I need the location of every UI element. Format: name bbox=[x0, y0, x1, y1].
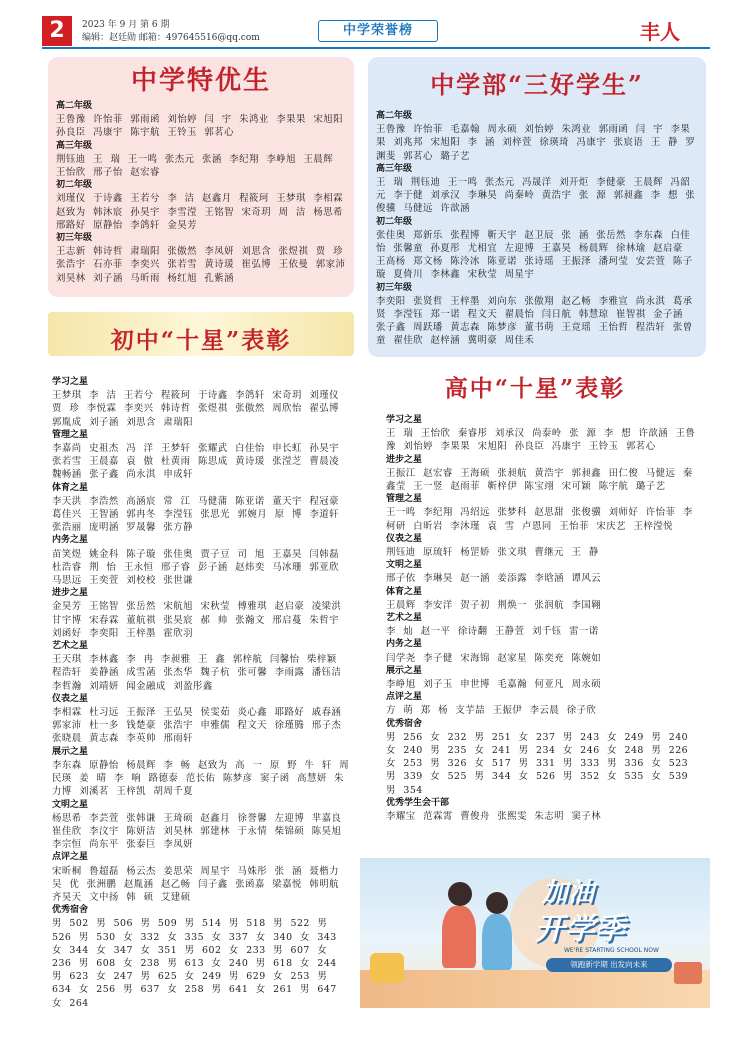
student-head bbox=[448, 882, 472, 906]
award-label: 优秀宿舍 bbox=[386, 718, 423, 729]
name-list: 杨思希 李芸萱 张韩谦 王琦硕 赵鑫月 徐誉馨 左迎博 芈嘉良 崔佳欣 李汶宇 陈妍洁 刘昊林 郭建林 于永情 柴锦硕 陈昊旭 李宗恒 尚东平 张泰巨 李凤妍 bbox=[52, 812, 342, 851]
junior-stars-list bbox=[52, 376, 352, 1010]
name-list: 李嘉尚 史祖杰 冯 洋 王梦轩 张耀武 白佳怡 申长虹 孙昊宇 张若雪 王晨嘉 袁 傲 杜黄雨 陈思成 黄诗瑗 张滢芝 曹晨凌 魏畅涵 张子鑫 尚永淇 申成轩 bbox=[52, 443, 339, 481]
award-label: 管理之星 bbox=[386, 494, 423, 505]
award-label: 艺术之星 bbox=[52, 641, 89, 652]
name-list: 李东森 原静怡 杨晨辉 李 畅 赵致为 高 一 原 野 牛 轩 周民瑛 姜 晴 李 响 路德泰 范长佑 陈梦彦 窦子函 高慧妍 朱力博 刘溪茗 王梓凯 胡周千夏 bbox=[52, 759, 350, 798]
name-list: 苗笑煜 姚金科 陈子璇 张佳奥 贾子豆 司 旭 王嘉昊 闫韩磊 杜浩睿 荆 怡 王永恒 邢子睿 彭子涵 赵炜奕 马冰珊 郭亚欣 马思远 王奕萱 刘校校 张世谦 bbox=[52, 548, 339, 587]
senior-stars-list bbox=[386, 414, 696, 823]
banner-slogan: 领跑新学期 出发向未来 bbox=[546, 958, 672, 972]
editor-info: 编辑：赵廷勋 邮箱：497645516@qq.com bbox=[82, 33, 260, 43]
name-list: 王振江 赵宏睿 王海硕 张昶航 黄浩宇 郭昶鑫 田仁俊 马健远 秦鑫莹 王一竖 赵雨菲 靳梓伊 陈宝翊 宋可颖 陈宇航 璐子艺 bbox=[386, 467, 693, 493]
award-label: 艺术之星 bbox=[386, 613, 423, 624]
name-list: 王一鸣 李纪翔 冯绍远 张梦科 赵思甜 张俊骥 刘师好 许怡菲 李柯研 白昕岩 李沐瑾 袁 雪 卢恩同 王怡菲 宋庆艺 王梓滢悦 bbox=[386, 507, 693, 532]
name-list: 李耀宝 范霖霄 曹俊舟 张熙雯 朱志明 窦子林 bbox=[386, 811, 602, 823]
award-label: 学习之星 bbox=[386, 415, 423, 425]
three-good-title: 中学部“三好学生” bbox=[430, 70, 644, 99]
award-label: 点评之星 bbox=[386, 692, 423, 703]
name-list: 李天洪 李浩然 高涵宸 常 江 马健蒲 陈亚诺 董天宇 程冠豪 葛佳兴 王智涵 郭冉冬 李滢钰 张思光 郭婉月 原 博 李道轩 张浩丽 庞明涵 罗晟馨 张方静 bbox=[52, 495, 339, 534]
issue-date: 2023 年 9 月 第 6 期 bbox=[82, 20, 170, 30]
award-label: 文明之星 bbox=[52, 799, 89, 810]
name-list: 宋昕桐 鲁超磊 杨云杰 姜思荣 周星宇 马姝彤 张 涵 聂楷力 吴 优 张洲鹏 赵胤涵 赵乙畅 闫子鑫 张函嘉 梁嘉悦 韩明航 齐昊天 文中扬 韩 硕 艾建硕 bbox=[52, 865, 339, 903]
ground-shape bbox=[360, 970, 710, 1008]
award-label: 仪表之星 bbox=[386, 533, 423, 544]
dorm-list: 男 256 女 232 男 251 女 237 男 243 女 249 男 240 女 240 男 235 女 241 男 234 女 246 女 248 男 226 女 253 男 326 女 517 男 331 男 333 男 336 女 523 男 339 女 525 男 344 女 526 男 352 女 535 女 539 男 354 bbox=[386, 731, 689, 796]
award-label: 内务之星 bbox=[386, 639, 423, 650]
grade-label: 初二年级 bbox=[376, 216, 413, 227]
name-list: 张佳奥 郑新乐 张程博 靳天宇 赵卫辰 张 涵 张岳然 李东森 白佳怡 张馨童 孙夏彤 尤相宜 左迎博 王嘉昊 杨晨辉 徐林瑜 赵启豪 王高杨 郑文杨 陈泠冰 陈亚诺 张诗瑶 王振泽 潘珂莹 安芸萱 陈子璇 夏倚川 李林鑫 宋秋莹 周星宇 bbox=[376, 229, 693, 281]
grade-label: 高三年级 bbox=[376, 163, 413, 174]
grade-label: 初三年级 bbox=[376, 282, 413, 293]
name-list: 李 灿 赵一平 徐诗翻 王静萱 刘千钰 雷一诺 bbox=[386, 626, 599, 638]
name-list: 李峥旭 刘子玉 申世博 毛嘉瀚 何亚凡 周永硕 bbox=[386, 679, 602, 691]
name-list: 李相霖 杜习远 王振泽 王弘昊 侯雯茹 炎心鑫 耶路好 戚春涵 郭家沛 杜一多 钱楚豪 张浩宇 申雅儒 程文天 徐瑾腾 邢子杰 张晓晨 黄志森 李英帅 邢雨轩 bbox=[52, 707, 342, 745]
award-label: 管理之星 bbox=[52, 429, 89, 440]
page-number: 2 bbox=[42, 16, 72, 46]
grade-label: 初三年级 bbox=[56, 233, 93, 244]
name-list: 王鲁豫 许怡菲 郭雨函 刘怡婷 闫 宇 朱鸿业 李果果 宋旭阳 孙良臣 冯康宇 陈宇航 王铃玉 郭茗心 bbox=[56, 114, 343, 139]
dorm-list: 男 502 男 506 男 509 男 514 男 518 男 522 男 526 男 530 女 332 女 335 女 337 女 340 女 343 女 344 女 347 女 351 男 602 女 233 男 607 女 236 男 608 女 238 男 613 女 240 男 618 女 244 男 623 女 247 男 625 女 249 男 629 女 253 男 634 女 256 男 637 女 258 男 641 女 261 男 647 女 264 bbox=[52, 918, 337, 1009]
book-icon bbox=[674, 962, 702, 984]
name-list: 刘瑾仪 于诗鑫 王若兮 李 洁 赵鑫月 程筱珂 王梦琪 李相霖 赵致为 韩沐宸 孙昊宇 李雪滢 王铭智 宋奇玥 周 洁 杨思希 邢路好 原静怡 李鸽轩 金昊芳 bbox=[56, 193, 343, 231]
award-label: 内务之星 bbox=[52, 535, 89, 546]
top-students-title: 中学特优生 bbox=[130, 66, 271, 96]
name-list: 王天琪 李林鑫 李 冉 李昶雅 王 鑫 郭梓航 闫馨怡 柴梓颖 程浩轩 姜静涵 成雪菡 张杰华 魏子杭 张可馨 李雨露 潘钰洁 李哲瀚 刘靖妍 闻金融成 刘盈彤鑫 bbox=[52, 654, 342, 692]
name-list: 王 瑞 荆钰迪 王一鸣 张杰元 冯晟洋 刘开炬 李健豪 王晨辉 冯韶元 李于健 刘承汉 李琳昊 尚秦岭 黄浩宇 张 源 郭昶鑫 李 想 张俊骥 马健远 许歆涵 bbox=[376, 177, 696, 215]
junior-stars-title: 初中“十星”表彰 bbox=[110, 327, 292, 354]
three-good-list bbox=[376, 110, 700, 348]
grade-label: 高二年级 bbox=[376, 111, 413, 121]
award-label: 优秀学生会干部 bbox=[386, 797, 450, 808]
school-season-banner bbox=[360, 858, 710, 1008]
section-title: 中学荣誉榜 bbox=[318, 20, 438, 42]
name-list: 王鲁豫 许怡菲 毛嘉翰 周永硕 刘怡婷 朱鸿业 郭雨函 闫 宇 李果果 刘兆邦 宋旭阳 李 涵 刘梓萱 徐瑛琦 冯康宇 张宸语 王 静 罗渊斐 郭茗心 璐子艺 bbox=[376, 124, 696, 162]
award-label: 学习之星 bbox=[52, 377, 89, 387]
name-list: 方 萌 郑 杨 支芋喆 王振伊 李云晨 徐子欣 bbox=[386, 705, 597, 717]
award-label: 优秀宿舍 bbox=[52, 905, 89, 916]
student-head bbox=[486, 892, 508, 914]
award-label: 体育之星 bbox=[52, 482, 89, 493]
award-label: 展示之星 bbox=[386, 665, 423, 676]
newspaper-logo: 丰人 bbox=[640, 20, 680, 44]
student-figure bbox=[442, 906, 476, 968]
award-label: 点评之星 bbox=[52, 852, 89, 863]
grade-label: 初二年级 bbox=[56, 180, 93, 191]
name-list: 王 瑞 王怡欣 秦睿彤 刘承汉 尚泰岭 张 源 李 想 许歆涵 王鲁豫 刘怡婷 李果果 宋旭阳 孙良臣 冯康宇 王铃玉 郭茗心 bbox=[386, 428, 696, 453]
banner-subtitle: WE'RE STARTING SCHOOL NOW bbox=[564, 947, 659, 954]
banner-headline: 加油 bbox=[542, 878, 595, 908]
award-label: 体育之星 bbox=[386, 586, 423, 597]
name-list: 荆钰迪 原琉轩 杨罡娇 张文琪 曹继元 王 静 bbox=[386, 547, 599, 559]
name-list: 金昊芳 王铭智 张岳然 宋航旭 宋秋莹 傅雅琪 赵启豪 凌梁洪 甘宇博 宋春霖 董航祺 张昊宸 郝 帅 张瀚文 邢启蔓 朱哲宇 刘函好 李奕阳 王梓墨 霍欣羽 bbox=[52, 601, 342, 639]
senior-stars-title: 高中“十星”表彰 bbox=[444, 375, 626, 402]
name-list: 李奕阳 张贤哲 王梓墨 刘向东 张傲翔 赵乙畅 李雅宣 尚永淇 葛承贤 李滢钰 郑一诺 程文天 翟晨怡 闫日航 韩慧琼 崔智祺 金子涵 张子鑫 周跃璠 黄志森 陈梦彦 董书萌 王竞瑶 王怡哲 程浩轩 张曾童 翟佳欣 赵梓涵 冀明豪 周佳禾 bbox=[376, 295, 693, 347]
award-label: 文明之星 bbox=[386, 560, 423, 571]
header-divider bbox=[42, 47, 710, 49]
grade-label: 高二年级 bbox=[56, 101, 93, 111]
award-label: 展示之星 bbox=[52, 746, 89, 757]
award-label: 进步之星 bbox=[386, 454, 423, 465]
grade-label: 高三年级 bbox=[56, 140, 93, 151]
name-list: 王梦琪 李 洁 王若兮 程筱珂 于诗鑫 李鸽轩 宋奇玥 刘瑾仪 贾 珍 李悦霖 李奕兴 韩诗哲 张煜祺 张傲然 周欣怡 翟弘博 郭胤成 刘子涵 刘思含 肃瑞阳 bbox=[52, 390, 339, 428]
student-figure bbox=[482, 914, 512, 970]
name-list: 闫学尧 李子健 宋海锦 赵家星 陈奕充 陈婉如 bbox=[386, 652, 602, 664]
name-list: 王晨辉 李安洋 贺子初 荆焕一 张润航 李国翱 bbox=[386, 599, 602, 611]
backpack-icon bbox=[370, 953, 404, 983]
award-label: 仪表之星 bbox=[52, 693, 89, 704]
top-students-list bbox=[56, 100, 348, 285]
name-list: 王志新 韩诗哲 肃瑞阳 张傲然 李凤妍 刘思含 张煜祺 贾 珍 张浩宇 石亦菲 李奕兴 张若雪 黄诗瑗 崔弘博 王依曼 郭家沛 刘昊林 刘子涵 马昕雨 杨红旭 孔紫涵 bbox=[56, 246, 346, 284]
name-list: 邢子依 李琳昊 赵一涵 姜添露 李晗涵 谭风云 bbox=[386, 573, 602, 585]
banner-headline-2: 开学季 bbox=[535, 912, 625, 947]
name-list: 荆钰迪 王 瑞 王一鸣 张杰元 张涵 李纪翔 李峥旭 王晨辉 王怡欣 邢子怡 赵宏睿 bbox=[56, 153, 334, 179]
award-label: 进步之星 bbox=[52, 588, 89, 599]
